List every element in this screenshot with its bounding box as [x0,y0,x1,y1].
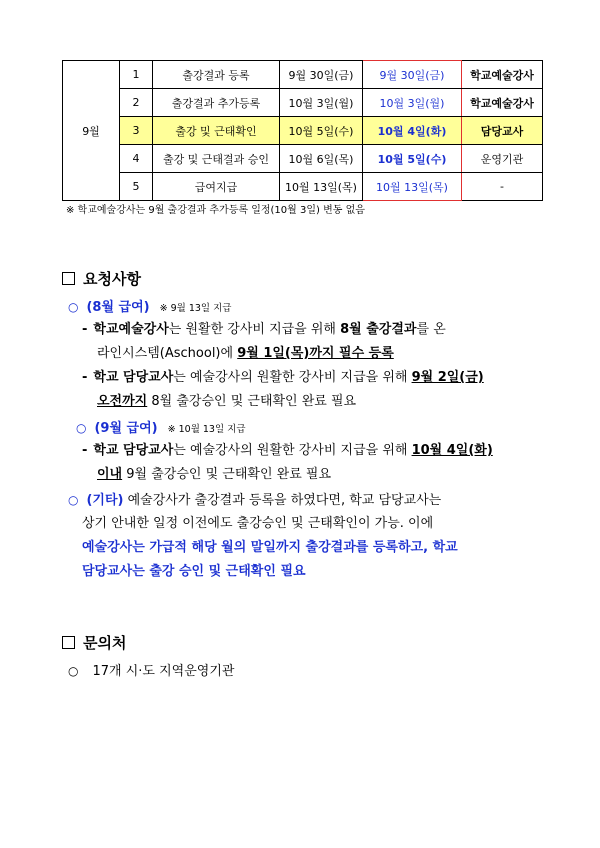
row-owner: 학교예술강사 [462,89,543,117]
aug-pay-header [68,296,232,315]
row-owner: - [462,173,543,201]
dash-bullet: - [82,370,88,385]
row-date-original: 10월 5일(수) [280,117,363,145]
section-heading-requests: 요청사항 [62,268,141,289]
row-date-changed: 10월 5일(수) [363,145,462,173]
circle-bullet-icon: ○ [68,664,79,678]
aug-item2-line2: 오전까지 8월 출강승인 및 근태확인 완료 필요 [97,394,357,409]
row-task: 출강결과 추가등록 [153,89,280,117]
row-task: 출강 및 근태결과 승인 [153,145,280,173]
table-note: ※ 학교예술강사는 9월 출강결과 추가등록 일정(10월 3일) 변동 없음 [66,205,365,216]
sep-item1-line2: 이내 9월 출강승인 및 근태확인 완료 필요 [97,467,332,482]
row-owner: 학교예술강사 [462,61,543,89]
etc-line3: 예술강사는 가급적 해당 월의 말일까지 출강결과를 등록하고, 학교 [82,540,458,555]
etc-label: (기타) [86,493,124,508]
row-date-changed: 9월 30일(금) [363,61,462,89]
row-task: 출강결과 등록 [153,61,280,89]
sep-label: (9월 급여) [94,421,158,436]
aug-item1-line2: 라인시스템(Aschool)에 9월 1일(목)까지 필수 등록 [97,346,394,361]
row-date-changed: 10월 3일(월) [363,89,462,117]
row-no: 1 [120,61,153,89]
sep-item1-line1: - 학교 담당교사는 예술강사의 원활한 강사비 지급을 위해 10월 4일(화) [82,443,493,458]
checkbox-square-icon [62,636,75,649]
section-heading-contact: 문의처 [62,632,126,653]
aug-label: (8월 급여) [86,300,150,315]
row-no: 5 [120,173,153,201]
row-task: 급여지급 [153,173,280,201]
sep-paydate: ※ 10월 13일 지급 [167,424,246,435]
checkbox-square-icon [62,272,75,285]
row-date-original: 10월 6일(목) [280,145,363,173]
row-no: 2 [120,89,153,117]
row-no: 3 [120,117,153,145]
aug-paydate: ※ 9월 13일 지급 [159,303,232,314]
circle-bullet-icon: ○ [68,300,79,314]
contact-item: ○ 17개 시·도 지역운영기관 [68,664,235,679]
circle-bullet-icon: ○ [76,421,87,435]
row-owner: 담당교사 [462,117,543,145]
row-date-changed: 10월 4일(화) [363,117,462,145]
row-task: 출강 및 근태확인 [153,117,280,145]
aug-item2-line1: - 학교 담당교사는 예술강사의 원활한 강사비 지급을 위해 9월 2일(금) [82,370,484,385]
row-no: 4 [120,145,153,173]
row-date-original: 10월 13일(목) [280,173,363,201]
sep-pay-header [76,417,246,436]
dash-bullet: - [82,322,88,337]
schedule-table [62,60,543,201]
circle-bullet-icon: ○ [68,493,79,507]
etc-line1: ○ (기타) 예술강사가 출강결과 등록을 하였다면, 학교 담당교사는 [68,493,442,508]
etc-line4: 담당교사는 출강 승인 및 근태확인 필요 [82,564,306,579]
row-date-original: 10월 3일(월) [280,89,363,117]
month-cell: 9월 [63,61,120,201]
row-owner: 운영기관 [462,145,543,173]
row-date-changed: 10월 13일(목) [363,173,462,201]
etc-line2: 상기 안내한 일정 이전에도 출강승인 및 근태확인이 가능. 이에 [82,516,434,531]
dash-bullet: - [82,443,88,458]
row-date-original: 9월 30일(금) [280,61,363,89]
aug-item1-line1: - 학교예술강사는 원활한 강사비 지급을 위해 8월 출강결과를 온 [82,322,446,337]
